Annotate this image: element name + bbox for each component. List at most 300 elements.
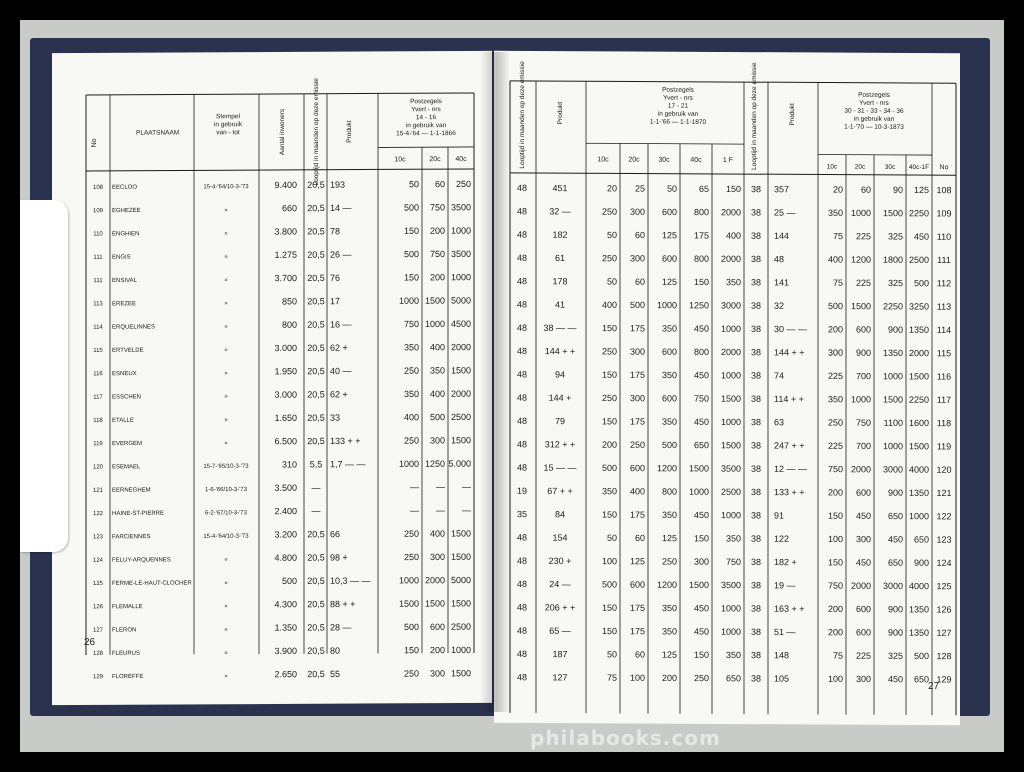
row-value-1: 125: [661, 230, 677, 241]
row-plaatsnaam: EREZEE: [112, 301, 137, 308]
row-looptijd-2: 38: [750, 580, 762, 591]
row-no: 124: [936, 557, 952, 568]
row-value-1: 600: [661, 253, 677, 264]
subheader-cell: 40c-1F: [908, 163, 930, 172]
row-value-2: 1000: [882, 371, 903, 382]
row-value-2: 225: [855, 231, 871, 242]
row-value-1: 350: [661, 416, 677, 427]
row-value-1: 125: [661, 649, 677, 660]
right-table: [494, 51, 960, 725]
header-postzegels: Yvert - nrs: [411, 106, 441, 114]
row-inwoners: 800: [281, 319, 297, 330]
row-plaatsnaam: ENGHIEN: [112, 231, 140, 238]
row-value: 300: [429, 668, 445, 679]
row-stempel: »: [224, 300, 228, 307]
row-value-1: 75: [606, 672, 617, 683]
row-value: 1000: [450, 225, 471, 236]
row-produkt: 16 —: [330, 319, 352, 330]
row-value-2: 200: [827, 603, 843, 615]
row-value-1: 1200: [656, 463, 677, 474]
header-bottom-rule: [86, 169, 474, 171]
row-value-2: 900: [913, 557, 929, 568]
header-postzegels-2: in gebruik van: [853, 115, 895, 123]
row-plaatsnaam: EVERGEM: [112, 440, 143, 448]
row-value: 250: [403, 668, 419, 679]
row-value-1: 1000: [720, 323, 741, 334]
row-inwoners: 3.700: [274, 273, 297, 284]
row-value-1: 60: [634, 230, 645, 241]
row-value-2: 1800: [882, 254, 903, 265]
row-value-2: 3000: [882, 464, 903, 475]
row-value-2: 1600: [908, 417, 929, 429]
row-no: 119: [936, 441, 952, 452]
row-plaatsnaam: EECLOO: [112, 184, 138, 191]
row-plaatsnaam: EERNEGHEM: [112, 487, 151, 494]
header-postzegels: 14 - 16: [415, 114, 437, 122]
row-no: 121: [92, 487, 104, 494]
row-value-1: 250: [601, 253, 617, 264]
row-value: 400: [429, 388, 445, 399]
row-value-1: 350: [661, 509, 677, 520]
row-value: 350: [403, 388, 419, 400]
row-no: 123: [92, 534, 104, 541]
row-inwoners: 6.500: [274, 436, 297, 447]
row-value-1: 1000: [720, 510, 741, 521]
row-looptijd: —: [311, 482, 321, 493]
row-value-2: 325: [887, 650, 903, 661]
row-value-1: 500: [661, 439, 677, 451]
row-no: 117: [93, 394, 103, 401]
row-value-2: 225: [855, 277, 871, 288]
header-looptijd-2: Looptijd in maanden op deze emissie: [751, 62, 758, 170]
row-value-2: 325: [887, 231, 903, 242]
row-value-1: 3500: [720, 463, 741, 474]
row-value-2: 1350: [908, 604, 929, 615]
row-value: 350: [429, 365, 445, 376]
header-bottom-rule: [510, 173, 956, 175]
row-no: 128: [936, 651, 952, 662]
row-looptijd: 20,5: [307, 575, 325, 586]
row-value: 250: [403, 528, 419, 539]
row-value-2: 75: [832, 650, 843, 661]
row-value-1: 150: [693, 649, 709, 660]
header-stempel: Stempel: [216, 113, 240, 121]
subheader-cell: 10c: [826, 163, 838, 171]
subheader-cell: 40c: [690, 156, 702, 164]
row-looptijd-2: 38: [750, 347, 762, 358]
row-value-2: 90: [892, 184, 903, 195]
row-value-1: 1000: [720, 416, 741, 428]
row-value-1: 50: [606, 229, 617, 241]
subheader-cell: 20c: [854, 163, 866, 171]
header-no: No: [91, 138, 98, 148]
row-produkt-2: 122: [774, 533, 790, 544]
row-value-1: 600: [629, 463, 645, 474]
subheader-cell: 10c: [394, 156, 406, 164]
row-no: 111: [937, 255, 951, 266]
row-value: 5000: [450, 575, 471, 586]
row-produkt-1: 182: [552, 229, 568, 240]
row-looptijd-2: 38: [750, 533, 762, 544]
header-postzegels-2: Postzegels: [858, 91, 890, 99]
row-value: 200: [429, 225, 445, 236]
row-produkt-2: 247 + +: [774, 440, 805, 451]
row-produkt-1: 187: [552, 649, 568, 660]
row-value-2: 750: [827, 580, 843, 591]
row-value-1: 3000: [720, 300, 741, 311]
row-value-2: 150: [827, 557, 843, 568]
row-looptijd-1: 48: [516, 532, 528, 543]
row-plaatsnaam: ESEMAEL: [112, 464, 141, 471]
row-value: 150: [403, 225, 419, 236]
row-looptijd-1: 48: [516, 229, 528, 240]
row-value: 1500: [450, 551, 471, 562]
row-no: 125: [936, 581, 952, 592]
table-top-rule: [86, 93, 474, 95]
row-plaatsnaam: FLEURUS: [112, 650, 141, 657]
row-produkt-2: 148: [774, 650, 790, 661]
row-value: 150: [403, 272, 419, 283]
row-value-1: 1200: [656, 579, 677, 590]
row-value-2: 350: [827, 207, 843, 218]
row-produkt-2: 133 + +: [774, 487, 805, 498]
row-produkt: 1,7 — —: [330, 459, 366, 470]
row-value: 300: [429, 435, 445, 446]
row-stempel: »: [224, 207, 228, 214]
row-stempel: »: [224, 673, 228, 680]
row-produkt: 76: [330, 272, 341, 283]
row-value-1: 750: [725, 556, 741, 567]
row-stempel: 6-2-'67/10-3-'73: [205, 510, 247, 517]
row-looptijd-1: 48: [516, 276, 528, 287]
header-postzegels-1: 1-1-'66 — 1-1-1870: [649, 118, 707, 126]
row-value-1: 350: [601, 486, 617, 497]
row-value: 4500: [450, 318, 471, 329]
row-value-2: 300: [827, 347, 843, 358]
row-value: 1000: [398, 575, 419, 586]
header-postzegels-2: 1-1-'70 — 10-3-1873: [844, 123, 904, 131]
row-produkt-2: 141: [774, 277, 790, 288]
row-value-1: 100: [601, 556, 617, 567]
header-postzegels-2: 30 - 31 - 33 - 34 - 36: [844, 107, 904, 115]
row-inwoners: 3.800: [274, 226, 297, 237]
row-value-2: 225: [827, 370, 843, 382]
row-value: 2000: [450, 342, 471, 353]
subheader-cell: 20c: [429, 156, 441, 164]
subheader-cell: 10c: [597, 156, 609, 164]
row-value-2: 450: [913, 231, 929, 242]
row-value-1: 800: [693, 207, 709, 218]
row-value-2: 1200: [850, 254, 871, 265]
row-value: —: [462, 481, 471, 492]
row-value-1: 500: [601, 579, 617, 590]
row-value-1: 350: [725, 277, 741, 288]
row-stempel: 1-6-'66/10-3-'73: [205, 487, 247, 494]
row-value-1: 300: [629, 393, 645, 404]
header-postzegels-1: Yvert - nrs: [663, 94, 693, 102]
row-value-2: 1500: [908, 371, 929, 382]
row-value-1: 125: [661, 276, 677, 287]
row-value: 5000: [450, 295, 471, 306]
header-postzegels-1: 17 - 21: [667, 102, 689, 110]
row-plaatsnaam: HAINE-ST-PIERRE: [112, 510, 165, 518]
row-value-2: 450: [855, 510, 871, 521]
row-value-1: 150: [601, 509, 617, 520]
row-produkt: 98 +: [330, 552, 348, 563]
row-value: 500: [403, 621, 419, 633]
row-value-1: 150: [725, 183, 741, 195]
row-stempel: »: [224, 626, 228, 633]
row-looptijd: 20,5: [307, 552, 325, 563]
row-value-2: 100: [827, 534, 843, 545]
row-produkt-1: 67 + +: [547, 485, 573, 497]
row-value-1: 450: [693, 370, 709, 381]
row-value: —: [462, 505, 471, 516]
row-plaatsnaam: ESSCHEN: [112, 394, 142, 401]
row-value-1: 800: [661, 486, 677, 497]
row-looptijd-2: 38: [750, 393, 762, 404]
row-value: 350: [403, 342, 419, 353]
row-value-2: 75: [832, 277, 843, 288]
row-produkt: 193: [330, 179, 346, 190]
row-inwoners: 3.200: [274, 529, 297, 540]
row-value-1: 175: [629, 602, 645, 613]
row-looptijd: 20,5: [307, 203, 325, 214]
row-value-1: 150: [693, 277, 709, 288]
subheader-cell: 20c: [628, 156, 640, 164]
row-value-2: 1000: [908, 511, 929, 522]
row-value-1: 25: [634, 183, 645, 194]
row-value-2: 60: [860, 184, 871, 195]
row-value-1: 250: [629, 439, 645, 450]
row-no: 113: [936, 301, 952, 312]
row-value-1: 500: [601, 462, 617, 474]
header-produkt-2: Produkt: [789, 103, 796, 126]
row-plaatsnaam: ENSIVAL: [112, 277, 137, 285]
row-no: 111: [93, 254, 103, 261]
row-value-1: 125: [629, 556, 645, 567]
row-value: 3500: [450, 248, 471, 259]
row-inwoners: 2.650: [274, 669, 297, 680]
header-postzegels: Postzegels: [410, 98, 442, 106]
row-produkt-2: 91: [774, 510, 785, 521]
header-stempel: in gebruik: [213, 121, 243, 129]
row-no: 108: [936, 185, 952, 196]
row-value-1: 150: [601, 323, 617, 334]
row-value-1: 2000: [720, 347, 741, 358]
row-value-2: 1500: [882, 394, 903, 405]
row-value: 400: [403, 412, 419, 423]
row-no: 125: [92, 580, 104, 588]
row-value: 2500: [450, 411, 471, 423]
row-plaatsnaam: ESNEUX: [112, 371, 137, 378]
subheader-cell: 40c: [455, 155, 467, 164]
row-value-1: 175: [693, 230, 709, 241]
row-value: 400: [429, 528, 445, 539]
row-produkt-1: 451: [552, 183, 568, 194]
row-value: 250: [455, 178, 471, 190]
row-looptijd: 20,5: [307, 296, 325, 307]
row-no: 110: [93, 231, 103, 238]
row-value-2: 1000: [882, 441, 903, 452]
subheader-cell: 1 F: [722, 156, 734, 165]
row-plaatsnaam: ETALLE: [112, 417, 134, 424]
row-value: 250: [403, 365, 419, 376]
row-no: 116: [936, 371, 952, 382]
row-produkt-1: 79: [554, 416, 566, 427]
row-produkt: 28 —: [330, 622, 352, 633]
row-value-2: 400: [827, 254, 843, 265]
row-looptijd-1: 48: [516, 579, 528, 590]
row-value-2: 1350: [908, 487, 929, 498]
row-value-1: 300: [629, 206, 645, 217]
row-value: 50: [408, 179, 419, 190]
row-value-2: 2250: [908, 394, 929, 405]
row-value-2: 500: [913, 650, 929, 662]
row-no: 124: [92, 557, 104, 564]
row-value-2: 600: [855, 627, 871, 638]
row-value: 2500: [450, 621, 471, 632]
row-looptijd: 20,5: [307, 436, 325, 447]
row-value-1: 800: [693, 346, 709, 358]
row-value-2: 250: [827, 417, 843, 428]
row-value-1: 300: [629, 346, 645, 357]
row-produkt: 26 —: [330, 249, 352, 260]
row-plaatsnaam: EGHEZEE: [112, 207, 141, 215]
row-value-1: 50: [606, 532, 617, 543]
row-value-1: 400: [725, 230, 741, 241]
row-value-2: 325: [887, 278, 903, 289]
row-looptijd-1: 48: [516, 369, 528, 380]
row-no: 120: [92, 464, 104, 471]
row-produkt-1: 24 —: [549, 579, 571, 590]
row-value-2: 3000: [882, 580, 903, 592]
row-stempel: 15-4-'64/10-3-'73: [203, 184, 249, 191]
row-value: 1250: [424, 458, 445, 469]
row-value-2: 500: [913, 278, 929, 289]
row-value: 1500: [398, 598, 419, 609]
row-value-2: 125: [913, 184, 929, 196]
row-no: 126: [92, 604, 104, 611]
row-value: 600: [429, 621, 445, 632]
row-value-2: 225: [855, 650, 871, 661]
row-produkt-2: 25 —: [774, 207, 796, 218]
row-value-1: 350: [725, 533, 741, 544]
row-stempel: »: [224, 230, 228, 237]
row-value-1: 600: [661, 346, 677, 357]
row-value-2: 900: [887, 627, 903, 638]
row-produkt-1: 32 —: [549, 206, 571, 217]
row-plaatsnaam: ERTVELDE: [112, 347, 144, 354]
row-looptijd-1: 48: [516, 625, 528, 636]
row-value-1: 150: [601, 369, 617, 380]
row-no: 116: [93, 371, 103, 378]
row-value-2: 4000: [908, 464, 929, 475]
row-value-1: 350: [725, 649, 741, 661]
row-produkt: 10,3 — —: [330, 575, 371, 586]
row-value-1: 800: [693, 253, 709, 264]
header-postzegels-1: in gebruik van: [657, 110, 699, 118]
row-value-1: 250: [601, 206, 617, 217]
row-value-2: 900: [887, 487, 903, 498]
row-value-1: 2500: [720, 486, 741, 497]
row-value: 200: [429, 272, 445, 283]
row-value-1: 2000: [720, 253, 741, 264]
row-value-2: 700: [855, 371, 871, 382]
row-value: 1000: [398, 458, 419, 469]
row-produkt-1: 312 + +: [544, 439, 576, 450]
row-inwoners: 3.500: [274, 482, 297, 493]
row-looptijd-2: 38: [750, 230, 762, 241]
row-no: 109: [936, 208, 952, 219]
row-value: 250: [403, 552, 419, 563]
row-stempel: »: [224, 557, 228, 564]
row-plaatsnaam: FERME-LE-HAUT-CLOCHER: [112, 580, 192, 587]
row-inwoners: 1.950: [274, 366, 297, 377]
row-value-2: 600: [855, 604, 871, 615]
row-value-1: 500: [629, 299, 645, 311]
row-value-1: 1500: [720, 440, 741, 451]
row-no: 120: [936, 464, 952, 475]
row-no: 122: [936, 511, 952, 522]
row-value-1: 400: [629, 486, 645, 497]
row-looptijd-2: 38: [750, 650, 762, 661]
row-looptijd-2: 38: [750, 300, 762, 311]
row-value-2: 450: [887, 534, 903, 545]
row-produkt: 62 +: [330, 342, 348, 353]
header-plaatsnaam: PLAATSNAAM: [136, 129, 180, 137]
row-no: 123: [936, 534, 952, 545]
row-value-1: 200: [661, 672, 677, 684]
row-value-2: 200: [827, 627, 843, 638]
row-produkt: 88 + +: [330, 598, 356, 610]
row-value-1: 450: [693, 323, 709, 334]
row-looptijd-1: 48: [516, 346, 528, 357]
header-produkt: Produkt: [346, 120, 353, 143]
row-looptijd-2: 38: [750, 463, 762, 474]
row-value-1: 250: [601, 393, 617, 404]
row-value-2: 450: [855, 557, 871, 568]
row-produkt-1: 41: [554, 299, 566, 310]
row-looptijd: 20,5: [307, 249, 325, 260]
row-inwoners: 4.300: [274, 599, 297, 610]
row-no: 115: [936, 348, 952, 359]
row-value-1: 3500: [720, 580, 741, 591]
row-no: 111: [93, 278, 103, 285]
row-value: 150: [403, 645, 419, 656]
row-value: 1500: [424, 295, 445, 306]
row-value: 60: [434, 179, 445, 190]
row-produkt: 78: [330, 226, 341, 237]
table-top-rule: [510, 81, 956, 83]
row-looptijd: 20,5: [307, 645, 325, 656]
row-value-1: 1500: [720, 393, 741, 404]
header-inwoners: Aantal inwoners: [279, 108, 286, 156]
row-produkt-1: 65 —: [549, 625, 571, 636]
row-value-1: 450: [693, 603, 709, 614]
row-plaatsnaam: FARCIENNES: [112, 534, 151, 541]
row-stempel: »: [224, 393, 228, 400]
row-value-1: 250: [601, 346, 617, 357]
row-value-2: 750: [855, 417, 871, 428]
row-value: 1500: [450, 668, 471, 679]
row-value-1: 650: [693, 440, 709, 451]
row-value-1: 1500: [688, 579, 709, 591]
row-looptijd: 20,5: [307, 226, 325, 237]
row-looptijd-1: 48: [516, 206, 528, 217]
row-value: 2000: [424, 575, 445, 586]
row-produkt-1: 94: [554, 369, 566, 380]
